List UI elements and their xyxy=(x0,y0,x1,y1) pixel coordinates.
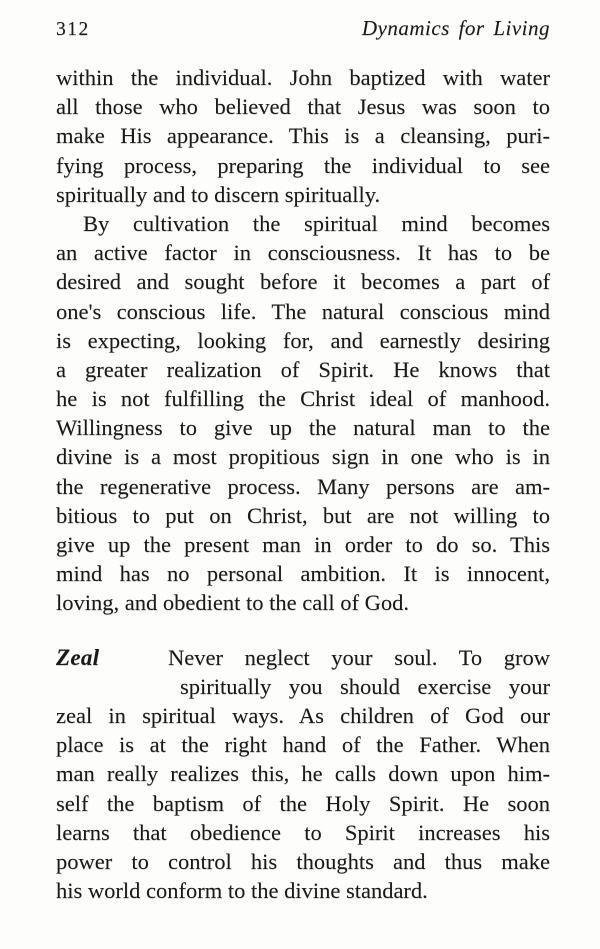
text-line: mind has no personal ambition. It is innocent, xyxy=(56,561,550,587)
text-line: the regenerative process. Many persons are am- xyxy=(56,473,550,499)
running-header xyxy=(56,16,550,42)
text-line: is expecting, looking for, and earnestly desiring xyxy=(56,327,550,353)
text-line: Willingness to give up the natural man to the xyxy=(56,415,550,441)
text-line: bitious to put on Christ, but are not willing to xyxy=(56,502,550,528)
text-line: man really realizes this, he calls down upon him- xyxy=(56,761,550,787)
page-body xyxy=(56,63,550,905)
text-line: fying process, preparing the individual to see xyxy=(56,152,550,178)
text-line: a greater realization of Spirit. He knows that xyxy=(56,356,550,382)
paragraph-1 xyxy=(56,63,550,209)
text-line: one's conscious life. The natural conscious mind xyxy=(56,298,550,324)
text-line: loving, and obedient to the call of God. xyxy=(56,590,410,616)
running-header-title: Dynamics for Living xyxy=(361,16,550,40)
paragraph-2 xyxy=(56,209,550,618)
text-line: divine is a most propitious sign in one who is in xyxy=(56,444,550,470)
text-line: By cultivation the spiritual mind becomes xyxy=(83,210,550,236)
text-line: spiritually you should exercise your xyxy=(180,673,550,699)
text-line: learns that obedience to Spirit increases his xyxy=(56,819,550,845)
text-line: he is not fulfilling the Christ ideal of manhood. xyxy=(56,386,550,412)
text-line: make His appearance. This is a cleansing, puri- xyxy=(56,123,550,149)
zeal-section xyxy=(56,643,550,906)
text-line: his world conform to the divine standard. xyxy=(56,878,428,904)
text-line: spiritually and to discern spiritually. xyxy=(56,181,381,207)
text-line: power to control his thoughts and thus make xyxy=(56,848,550,874)
text-line: self the baptism of the Holy Spirit. He soon xyxy=(56,790,550,816)
text-line: give up the present man in order to do so. This xyxy=(56,532,550,557)
page-number: 312 xyxy=(56,19,90,40)
text-line: within the individual. John baptized with water xyxy=(56,65,550,90)
text-line: place is at the right hand of the Father. When xyxy=(56,732,550,758)
text-line: an active factor in consciousness. It has to be xyxy=(56,240,550,266)
text-line: Never neglect your soul. To grow xyxy=(168,644,550,670)
text-line: desired and sought before it becomes a part of xyxy=(56,269,550,295)
text-line: zeal in spiritual ways. As children of God our xyxy=(56,702,550,728)
section-heading-zeal: Zeal xyxy=(56,644,100,670)
text-line: all those who believed that Jesus was soon to xyxy=(56,94,550,120)
